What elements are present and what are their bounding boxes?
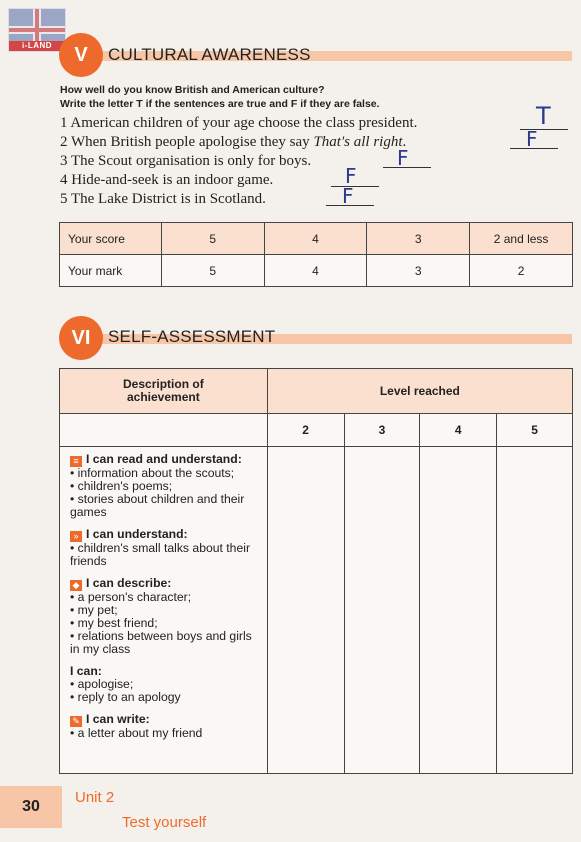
list-item: • a letter about my friend <box>70 726 203 740</box>
book-icon: ≡ <box>70 456 82 467</box>
speaking-block: ◆ I can describe: • a person's character; • my pet; • my best friend; • relations between boys and girls in my class <box>70 577 261 656</box>
level-5: 5 <box>497 414 573 447</box>
intro-question: How well do you know British and American culture? <box>60 84 325 96</box>
mark-cell: 3 <box>367 255 470 287</box>
logo-text: i-LAND <box>9 41 65 51</box>
pen-icon: ✎ <box>70 716 82 727</box>
list-item: • a person's character; <box>70 590 192 604</box>
score-label: Your score <box>60 223 162 255</box>
intro-instruction: Write the letter T if the sentences are true and F if they are false. <box>60 98 380 110</box>
reading-block: ≡ I can read and understand: • information about the scouts; • children's poems; • stories about children and their games <box>70 453 261 519</box>
level-2: 2 <box>267 414 344 447</box>
table-row <box>60 223 573 255</box>
speech-icon: ◆ <box>70 580 82 591</box>
table-row <box>60 255 573 287</box>
score-cell: 2 and less <box>470 223 573 255</box>
section-subtitle: Test yourself <box>122 814 207 831</box>
achievements-cell <box>60 447 268 774</box>
self-assessment-table <box>59 368 573 774</box>
mark-label: Your mark <box>60 255 162 287</box>
level-cell <box>497 447 573 774</box>
description-header: Description of achievement <box>60 369 268 414</box>
table-row <box>60 447 573 774</box>
statement-1: 1 American children of your age choose the class president. <box>60 115 418 131</box>
writing-block: ✎ I can write: • a letter about my friend <box>70 713 261 740</box>
level-cell <box>267 447 344 774</box>
statement-5: 5 The Lake District is in Scotland. <box>60 191 266 207</box>
list-item: • my pet; <box>70 603 118 617</box>
table-row <box>60 369 573 414</box>
answer-3: F <box>397 146 409 170</box>
list-item: • apologise; <box>70 677 134 691</box>
mark-cell: 4 <box>264 255 367 287</box>
level-3: 3 <box>344 414 420 447</box>
listening-block: » I can understand: • children's small talks about their friends <box>70 528 261 568</box>
section-title: CULTURAL AWARENESS <box>108 45 311 64</box>
section-title: SELF-ASSESSMENT <box>108 327 276 346</box>
table-row <box>60 414 573 447</box>
blank-cell <box>60 414 268 447</box>
list-item: • children's poems; <box>70 479 173 493</box>
mark-cell: 5 <box>161 255 264 287</box>
list-item: • relations between boys and girls in my class <box>70 629 252 656</box>
score-table <box>59 222 573 287</box>
functions-block: I can: • apologise; • reply to an apology <box>70 665 261 704</box>
list-item: • information about the scouts; <box>70 466 235 480</box>
statement-2: 2 When British people apologise they say That's all right. <box>60 134 407 150</box>
answer-4: F <box>345 164 357 188</box>
answer-5: F <box>342 184 354 208</box>
answer-2: F <box>526 127 538 151</box>
list-item: • my best friend; <box>70 616 158 630</box>
statement-3: 3 The Scout organisation is only for boys. <box>60 153 312 169</box>
level-header: Level reached <box>267 369 572 414</box>
page-number: 30 <box>0 786 62 828</box>
answer-1: T <box>536 102 551 130</box>
audio-icon: » <box>70 531 82 542</box>
section-number: V <box>59 33 103 77</box>
level-cell <box>420 447 497 774</box>
mark-cell: 2 <box>470 255 573 287</box>
statement-4: 4 Hide-and-seek is an indoor game. <box>60 172 274 188</box>
score-cell: 5 <box>161 223 264 255</box>
logo-flag <box>8 8 66 52</box>
score-cell: 3 <box>367 223 470 255</box>
section-number: VI <box>59 316 103 360</box>
unit-label: Unit 2 <box>75 789 115 806</box>
level-4: 4 <box>420 414 497 447</box>
level-cell <box>344 447 420 774</box>
list-item: • reply to an apology <box>70 690 181 704</box>
list-item: • stories about children and their games <box>70 492 245 519</box>
score-cell: 4 <box>264 223 367 255</box>
list-item: • children's small talks about their friends <box>70 541 251 568</box>
